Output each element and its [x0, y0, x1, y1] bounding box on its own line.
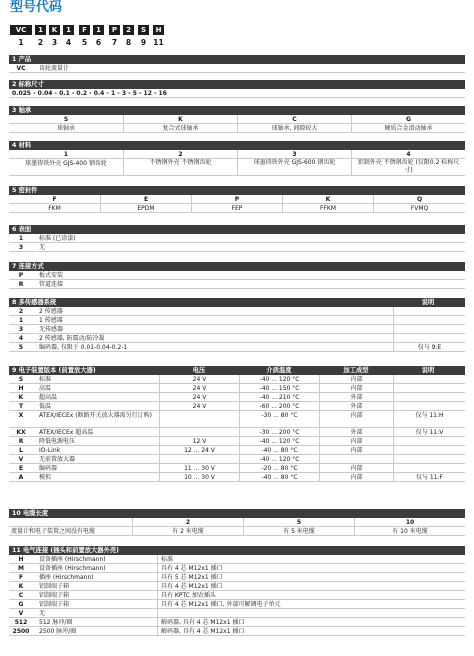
code-box-4: 1 [63, 25, 74, 35]
option-note [393, 375, 465, 383]
table-row [9, 195, 465, 204]
option-code: 2 [123, 150, 237, 158]
section-seal [9, 186, 465, 213]
option-form: 外部 [319, 393, 393, 401]
option-detail: 具有 5 芯 M12x1 插口 [157, 573, 465, 581]
option-desc: 无 [39, 610, 46, 617]
option-desc: 不锈钢外壳 不锈钢齿轮 [123, 159, 237, 175]
option-desc: 有 5 米电缆 [243, 527, 354, 535]
table-row [9, 428, 465, 437]
table-row [9, 573, 465, 582]
table-row [9, 393, 465, 402]
section-header: 7 连接方式 [9, 262, 465, 271]
option-code: 2 [18, 308, 24, 315]
table-row [9, 464, 465, 473]
option-form: 外部 [319, 428, 393, 436]
option-desc: IO-Link [39, 447, 61, 454]
table-row [9, 609, 465, 618]
option-form: 内部 [319, 473, 393, 481]
option-temp: -20 ... 80 °C [239, 464, 319, 472]
option-code: VC [16, 65, 26, 72]
option-code: M [18, 565, 24, 572]
option-form: 外部 [319, 402, 393, 410]
code-box-vc: VC [10, 25, 32, 35]
page-title: 型号代码 [10, 0, 63, 15]
option-desc: 模拟 [39, 474, 52, 481]
table-row [9, 316, 465, 325]
option-desc: FKM [48, 205, 61, 212]
code-num-5: 5 [81, 38, 88, 47]
option-note [393, 307, 465, 315]
table-row [9, 307, 465, 316]
option-code: P [191, 195, 282, 203]
option-desc: 复合式球轴承 [123, 124, 237, 132]
option-code: P [18, 272, 24, 279]
option-code: 3 [18, 244, 24, 251]
option-form: 内部 [319, 464, 393, 472]
table-row [9, 124, 465, 133]
option-desc: 有 2 米电缆 [132, 527, 243, 535]
option-code: F [18, 574, 24, 581]
section-header: 5 密封件 [9, 186, 465, 195]
table-row [9, 627, 465, 636]
option-desc: 无 [39, 244, 46, 251]
option-code: 5 [18, 344, 24, 351]
table-row [9, 564, 465, 573]
option-code: 5 [243, 518, 354, 526]
option-code: E [18, 465, 24, 472]
option-desc: 球墨铸铁外壳 GJS-400 钢齿轮 [25, 159, 107, 167]
option-desc: 球墨铸铁外壳 GJS-600 钢齿轮 [237, 159, 351, 175]
option-desc: 超高温 [39, 394, 58, 401]
option-desc: 设备插座 (Hirschmann) [39, 565, 106, 572]
code-box-11: H [153, 25, 164, 35]
option-desc: 管道连接 [39, 281, 64, 288]
table-row [9, 334, 465, 343]
table-row [9, 64, 465, 73]
option-detail: 具有 4 芯 M12x1 插口 [157, 582, 465, 590]
option-code: 512 [14, 619, 28, 626]
option-code: R [18, 438, 24, 445]
table-row [9, 555, 465, 564]
note-column-header: 说明 [421, 299, 435, 306]
option-code: 10 [354, 518, 465, 526]
option-desc: 编码器 [39, 465, 58, 472]
option-desc: 硬质合金滑动轴承 [351, 124, 465, 132]
option-code: 4 [18, 335, 24, 342]
table-row [9, 455, 465, 464]
option-form [319, 455, 393, 463]
option-note [393, 393, 465, 401]
option-code: H [18, 556, 24, 563]
option-desc: 低温 [39, 403, 52, 410]
code-num-8: 8 [125, 38, 132, 47]
code-num-7: 7 [111, 38, 118, 47]
option-note [393, 402, 465, 410]
option-code: X [18, 411, 24, 419]
section-electronics [9, 366, 465, 482]
option-detail: 具有 4 芯 M12x1 插口, 外部可解调电子单元 [157, 600, 465, 608]
option-detail: 具有 KPTC 加农插头 [157, 591, 465, 599]
table-row [9, 271, 465, 280]
option-code: G [351, 115, 465, 123]
option-note [393, 316, 465, 324]
option-temp: -60 ... 200 °C [239, 402, 319, 410]
option-note: 仅与 9:E [393, 343, 465, 351]
option-code: H [18, 385, 24, 392]
option-temp: -40 ... 80 °C [239, 446, 319, 454]
option-note [393, 455, 465, 463]
option-code: C [237, 115, 351, 123]
option-detail: 解码器, 具有 4 芯 M12x1 插口 [157, 618, 465, 626]
option-code: K [282, 195, 373, 203]
code-box-5: F [79, 25, 90, 35]
option-desc: FEP [191, 204, 282, 212]
option-code: C [18, 592, 24, 599]
size-list: 0.025 - 0.04 - 0.1 - 0.2 - 0.4 - 1 - 3 - 5 - 12 - 16 [12, 90, 167, 97]
table-row [9, 343, 465, 352]
section-header: 11 电气连接 (插头和前置放大器外壳) [9, 546, 465, 555]
option-desc: EPDM [100, 204, 191, 212]
option-form: 内部 [319, 446, 393, 454]
temp-column-header: 介质温度 [266, 367, 292, 374]
section-header [9, 298, 465, 307]
section-surface [9, 225, 465, 252]
option-code: T [18, 403, 24, 410]
table-row [9, 204, 465, 213]
option-temp: -30 ... 200 °C [239, 428, 319, 436]
option-desc: 球轴承 [56, 125, 75, 132]
option-desc: 2 传感器, 防震动/防冷凝 [39, 335, 105, 342]
option-desc: 设备插座 (Hirschmann) [39, 556, 106, 563]
section-header: 1 产品 [9, 55, 465, 64]
option-desc: 无前置放大器 [39, 456, 76, 463]
code-num-1: 1 [18, 38, 24, 47]
section-header: 2 标称尺寸 [9, 80, 465, 89]
option-code: K [123, 115, 237, 123]
option-desc: 512 脉冲/圈 [39, 619, 73, 626]
option-desc: ATEX/IECEx 超高温 [39, 429, 94, 436]
table-row [9, 325, 465, 334]
section-product [9, 55, 465, 73]
table-row [9, 89, 465, 98]
option-temp: -40 ... 80 °C [239, 473, 319, 481]
option-desc: 板式安装 [39, 272, 64, 279]
section-multisensor [9, 298, 465, 352]
code-num-11: 11 [153, 38, 164, 47]
option-desc: 有 10 米电缆 [354, 527, 465, 535]
option-code: KX [16, 429, 26, 436]
section-nominal-size [9, 80, 465, 98]
section-cable-length [9, 509, 465, 536]
option-code: 4 [351, 150, 465, 158]
option-detail [157, 609, 465, 617]
option-temp: -30 ... 80 °C [239, 411, 319, 427]
option-voltage: 10 ... 30 V [159, 473, 239, 481]
no-cable-label: 流量计和电子装置之间没有电缆 [11, 528, 96, 535]
option-code: 1 [18, 235, 24, 242]
option-voltage [159, 411, 239, 427]
option-voltage: 12 V [159, 437, 239, 445]
table-row [9, 384, 465, 393]
option-desc: FVMQ [373, 204, 465, 212]
option-desc: ATEX/IECEx (断路开关放大器需另行订购) [39, 411, 152, 419]
option-temp: -40 ... 120 °C [239, 437, 319, 445]
option-note: 仅与 11:F [393, 473, 465, 481]
code-box-7: P [109, 25, 120, 35]
option-voltage [159, 428, 239, 436]
option-voltage: 24 V [159, 393, 239, 401]
table-row [9, 582, 465, 591]
code-box-2: 1 [35, 25, 46, 35]
table-row [9, 243, 465, 252]
table-row [9, 473, 465, 482]
type-code-diagram [10, 25, 180, 49]
option-temp: -40 ... 120 °C [239, 455, 319, 463]
option-form: 内部 [319, 437, 393, 445]
form-column-header: 加工成型 [343, 367, 369, 374]
option-desc: 铝制端子箱 [39, 583, 70, 590]
table-row [9, 159, 465, 176]
option-code: F [52, 196, 57, 203]
option-desc: 铝制外壳 不锈钢齿轮 (仅限0.2 标称尺寸) [351, 159, 465, 175]
section-title: 8 多传感器系统 [12, 299, 57, 306]
option-desc: 标准 [39, 376, 52, 383]
option-note [393, 334, 465, 342]
section-header [9, 366, 465, 375]
option-form: 内部 [319, 384, 393, 392]
code-num-9: 9 [140, 38, 147, 47]
option-desc: 球轴承, 间隙较大 [237, 124, 351, 132]
option-code: 1 [63, 151, 69, 158]
option-desc: 高温 [39, 385, 52, 392]
option-desc: 降低电源电压 [39, 438, 76, 445]
section-header: 4 材料 [9, 141, 465, 150]
option-note: 仅与 11:H [393, 411, 465, 427]
option-voltage: 12 ... 24 V [159, 446, 239, 454]
option-code: A [18, 474, 24, 481]
option-code: 1 [18, 317, 24, 324]
table-row [9, 150, 465, 159]
section-bearing [9, 106, 465, 133]
note-column-header: 说明 [421, 367, 435, 374]
table-row [9, 115, 465, 124]
option-temp: -40 ... 120 °C [239, 375, 319, 383]
table-row [9, 234, 465, 243]
code-box-3: K [49, 25, 60, 35]
section-material [9, 141, 465, 176]
option-note [393, 446, 465, 454]
option-code: L [19, 447, 23, 454]
option-note [393, 325, 465, 333]
option-note [393, 464, 465, 472]
option-voltage: 24 V [159, 384, 239, 392]
option-voltage: 24 V [159, 402, 239, 410]
option-code: S [63, 116, 69, 123]
code-box-8: 2 [123, 25, 134, 35]
option-code: K [18, 583, 24, 590]
option-code: G [18, 601, 24, 608]
option-form: 内部 [319, 411, 393, 427]
option-code: V [18, 610, 24, 617]
table-row [9, 437, 465, 446]
section-header: 3 轴承 [9, 106, 465, 115]
table-row [9, 518, 465, 527]
option-desc: 2500 脉冲/圈 [39, 628, 77, 635]
option-desc: 编码器, 仅限于 0.01-0.04-0.2-1 [39, 344, 128, 351]
option-spacer [9, 518, 132, 526]
code-box-6: 1 [93, 25, 104, 35]
voltage-column-header: 电压 [192, 367, 206, 374]
option-detail: 标准 [157, 555, 465, 563]
table-row [9, 591, 465, 600]
option-code: 2 [132, 518, 243, 526]
table-row [9, 280, 465, 289]
code-num-2: 2 [37, 38, 44, 47]
option-code: V [18, 456, 24, 463]
option-form: 内部 [319, 375, 393, 383]
option-desc: 无传感器 [39, 326, 64, 333]
option-desc: 铝制端子箱 [39, 592, 70, 599]
code-num-4: 4 [65, 38, 72, 47]
option-voltage: 24 V [159, 375, 239, 383]
option-temp: -40 ... 210 °C [239, 393, 319, 401]
option-code: K [18, 394, 24, 401]
option-code: S [18, 376, 24, 383]
section-electrical-connection [9, 546, 465, 636]
code-num-3: 3 [51, 38, 58, 47]
option-code: 2500 [12, 628, 30, 635]
table-row [9, 527, 465, 536]
table-row [9, 411, 465, 428]
code-num-6: 6 [95, 38, 102, 47]
code-box-9: S [138, 25, 149, 35]
section-connection [9, 262, 465, 289]
option-desc: 铝制端子箱 [39, 601, 70, 608]
table-row [9, 600, 465, 609]
option-detail: 解码器, 具有 4 芯 M12x1 插口 [157, 627, 465, 635]
option-voltage [159, 455, 239, 463]
option-desc: 1 传感器 [39, 317, 63, 324]
option-desc: 标准 (已涂漆) [39, 235, 76, 242]
table-row [9, 618, 465, 627]
option-note: 仅与 11:V [393, 428, 465, 436]
table-row [9, 446, 465, 455]
option-note [393, 384, 465, 392]
option-code: 3 [237, 150, 351, 158]
option-voltage: 11 ... 30 V [159, 464, 239, 472]
table-row [9, 402, 465, 411]
option-code: R [18, 281, 24, 288]
option-code: E [100, 195, 191, 203]
option-desc: FFKM [282, 204, 373, 212]
section-title: 9 电子装置版本 (前置放大器) [12, 367, 96, 374]
section-header: 10 电缆长度 [9, 509, 465, 518]
table-row [9, 375, 465, 384]
option-code: Q [373, 195, 465, 203]
option-desc: 齿轮流量计 [39, 65, 70, 72]
option-temp: -40 ... 150 °C [239, 384, 319, 392]
option-code: 3 [18, 326, 24, 333]
option-desc: 2 传感器 [39, 308, 63, 315]
option-detail: 具有 4 芯 M12x1 插口 [157, 564, 465, 572]
option-desc: 插座 (Hirschmann) [39, 574, 94, 581]
option-note [393, 437, 465, 445]
section-header: 6 表面 [9, 225, 465, 234]
